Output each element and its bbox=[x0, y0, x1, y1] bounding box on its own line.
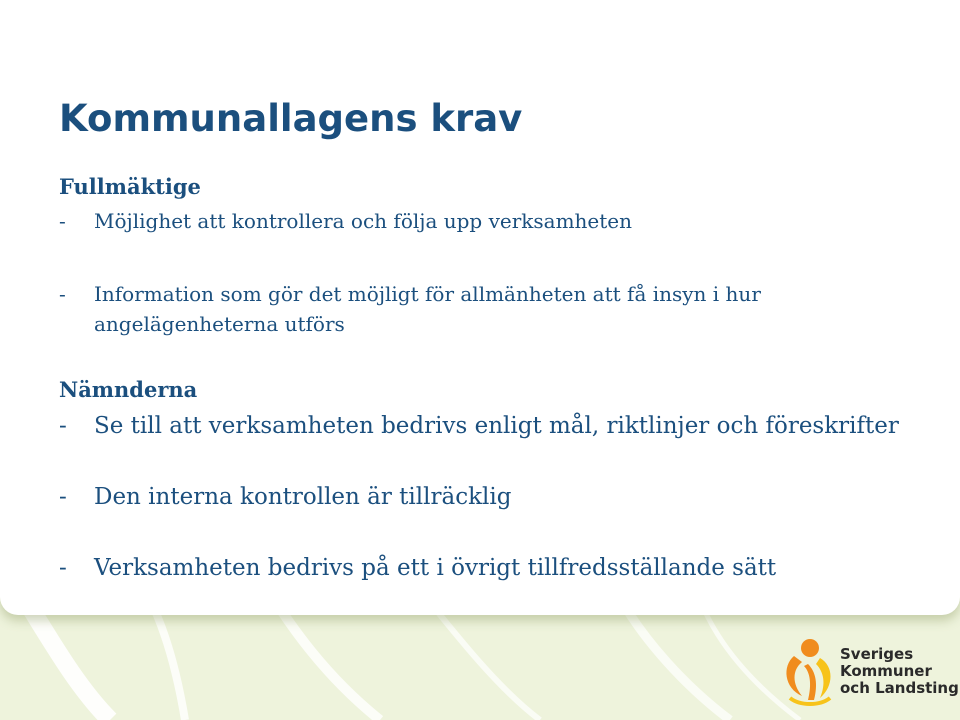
skl-logo bbox=[780, 636, 959, 708]
bullet-dash: - bbox=[59, 555, 67, 581]
section-heading-fullmaktige: Fullmäktige bbox=[59, 174, 201, 199]
logo-line-1: Sveriges bbox=[840, 645, 914, 663]
bullet-dash: - bbox=[59, 484, 67, 510]
bullet-text-line-2: angelägenheterna utförs bbox=[94, 312, 345, 336]
logo-line-2: Kommuner bbox=[840, 662, 932, 680]
bullet-text: Verksamheten bedrivs på ett i övrigt tillfredsställande sätt bbox=[94, 555, 777, 581]
bullet-text: Se till att verksamheten bedrivs enligt mål, riktlinjer och föreskrifter bbox=[94, 413, 899, 439]
logo-line-3: och Landsting bbox=[840, 679, 959, 697]
bullet-item bbox=[59, 279, 879, 339]
bullet-text-line-1: Information som gör det möjligt för allmänheten att få insyn i hur bbox=[94, 282, 761, 306]
bullet-item bbox=[59, 553, 939, 583]
bullet-item bbox=[59, 411, 939, 441]
bullet-text: Den interna kontrollen är tillräcklig bbox=[94, 484, 512, 510]
logo-wordmark bbox=[840, 646, 959, 697]
bullet-item bbox=[59, 206, 879, 236]
bullet-text: Möjlighet att kontrollera och följa upp verksamheten bbox=[94, 209, 633, 233]
section-heading-namnderna: Nämnderna bbox=[59, 377, 198, 402]
skl-logo-mark-icon bbox=[780, 636, 838, 708]
bullet-item bbox=[59, 482, 939, 512]
slide-title: Kommunallagens krav bbox=[59, 97, 523, 140]
bullet-dash: - bbox=[59, 209, 66, 233]
bullet-dash: - bbox=[59, 282, 66, 306]
bullet-dash: - bbox=[59, 413, 67, 439]
